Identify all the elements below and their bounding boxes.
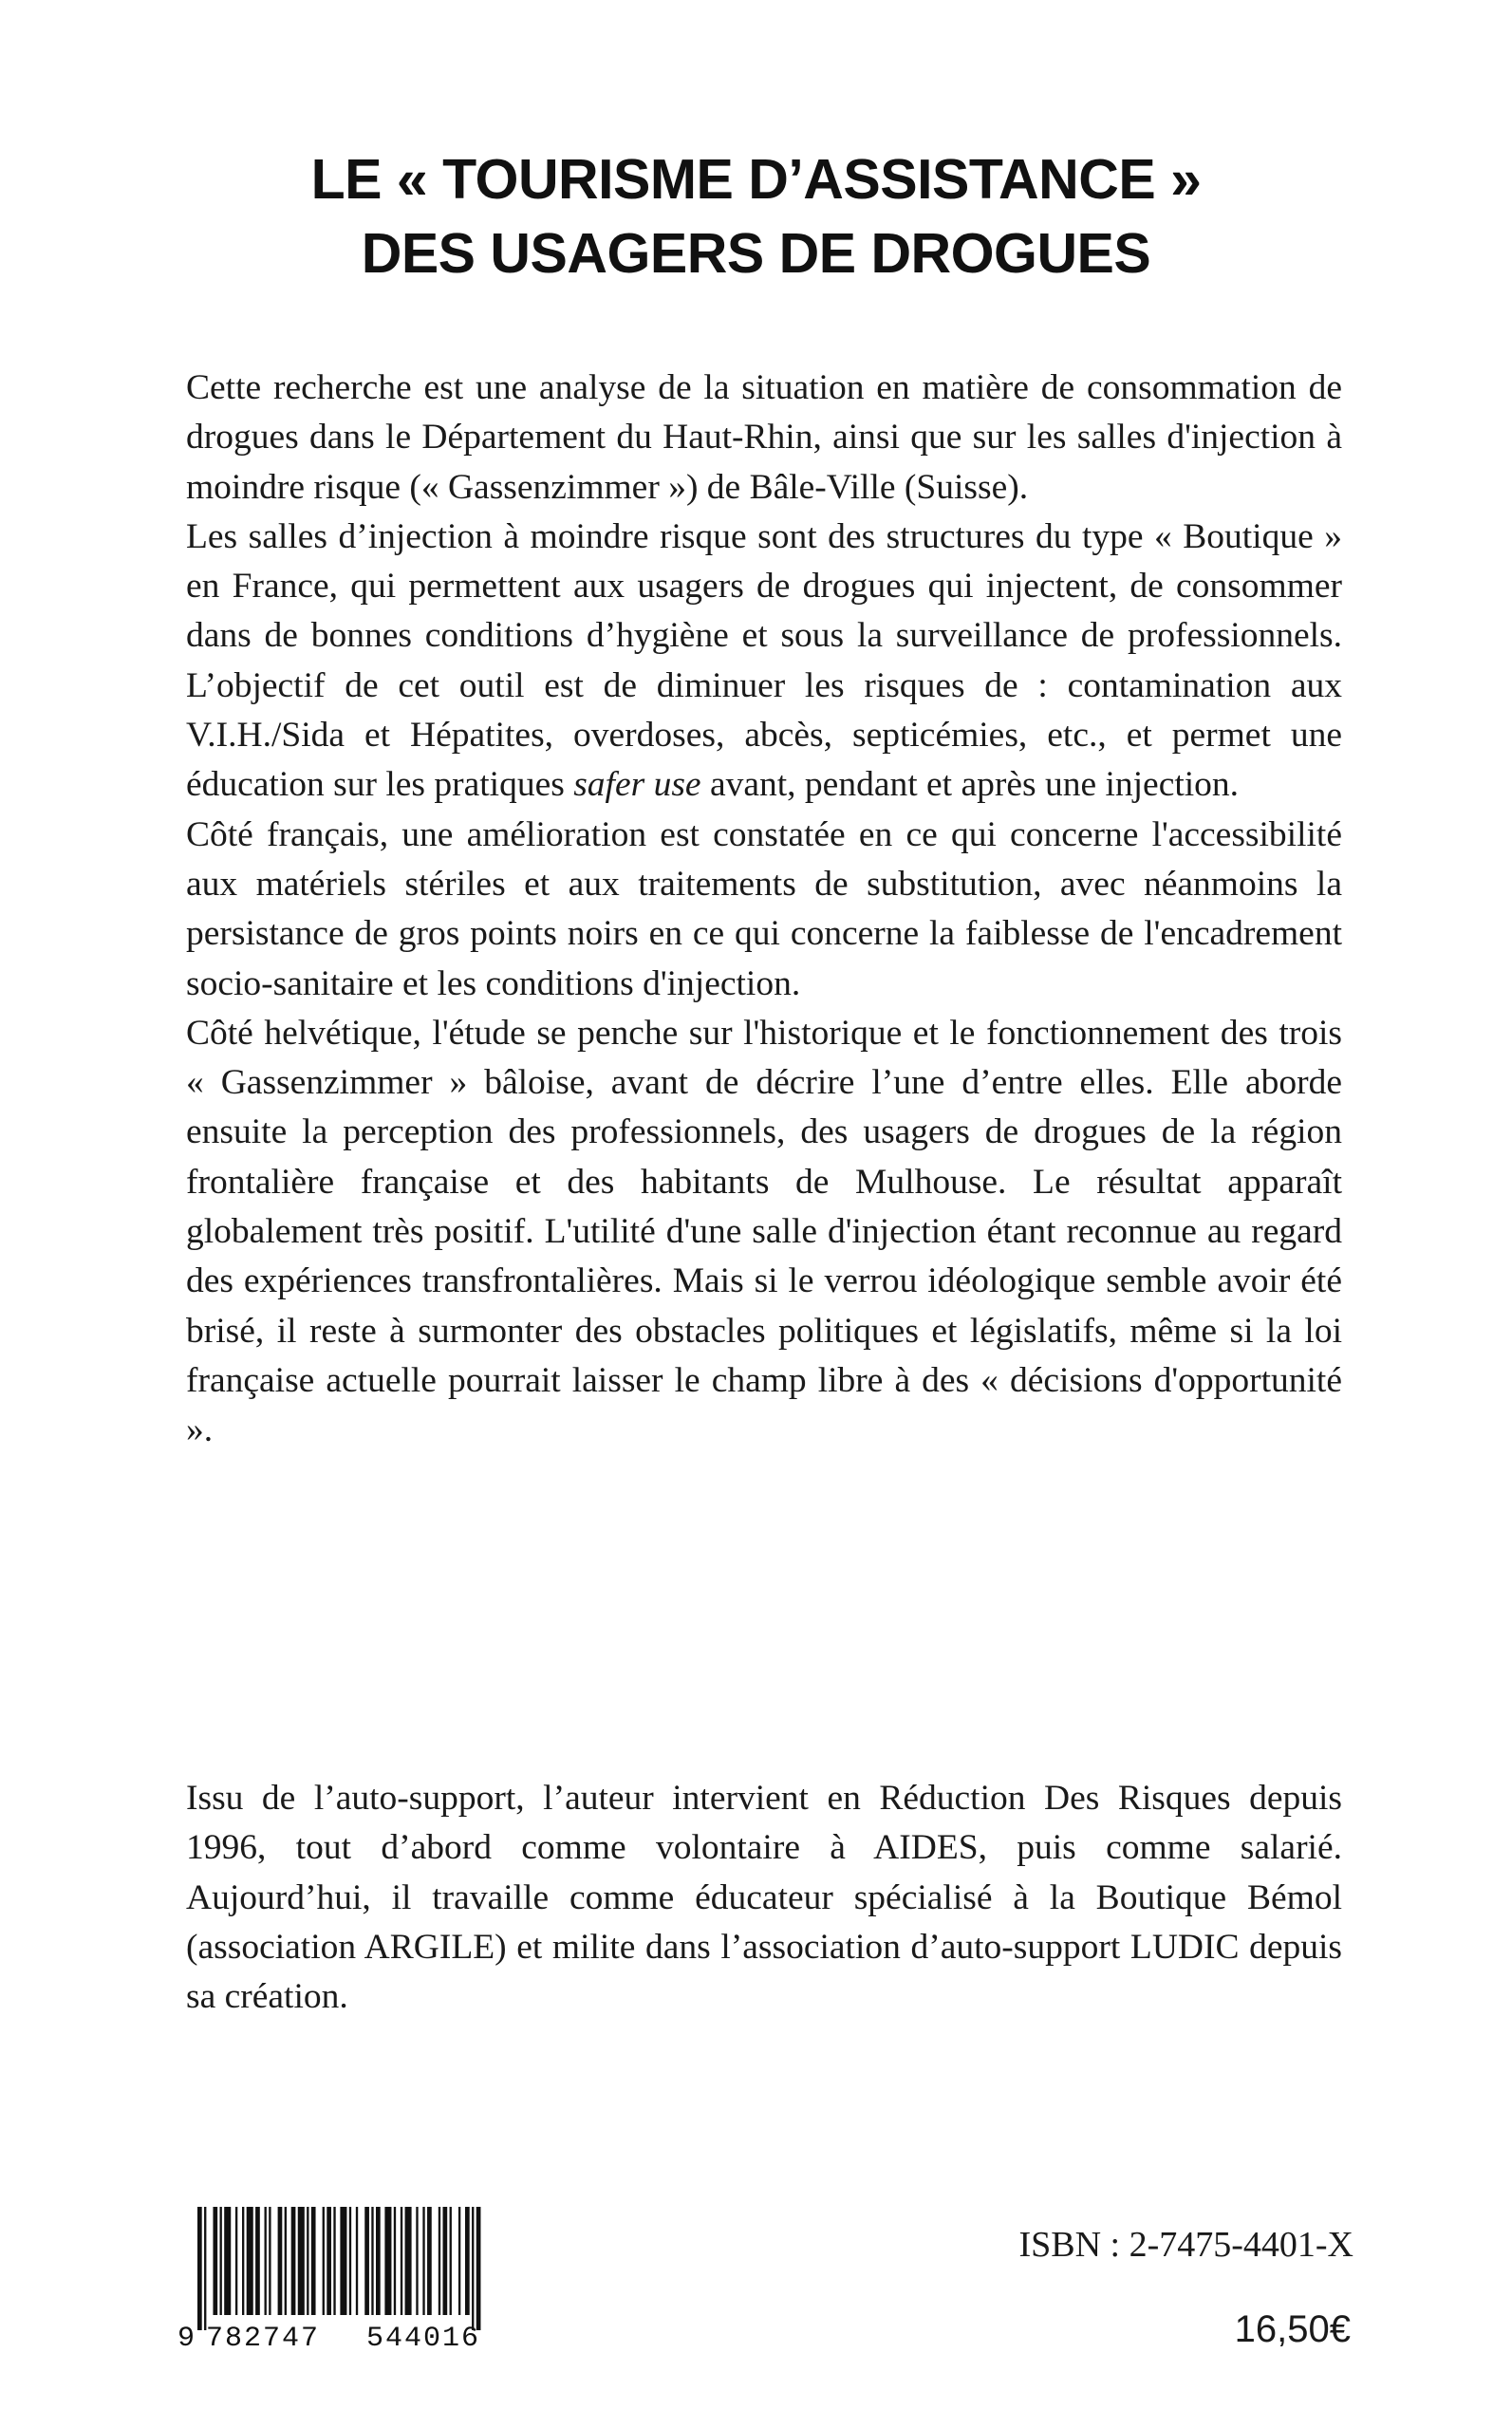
summary-text: [186, 364, 1342, 1456]
barcode-bar: [242, 2207, 244, 2315]
barcode-bar: [333, 2207, 335, 2315]
summary-paragraph-2-start: Les salles d’injection à moindre risque sont des structures du type « Boutique » en France, qui permettent aux usagers de drogues qui injectent, de consommer dans de bonnes conditions d’hygiène et sous la surveillance de professionnels. L’objectif de cet outil est de diminuer les risques de : contamination aux V.I.H./Sida et Hépatites, overdoses, abcès, septicémies, etc., et permet une éducation sur les pratiques: [186, 516, 1342, 805]
barcode-bar: [298, 2207, 305, 2315]
barcode-bar: [376, 2207, 381, 2315]
barcode-bar: [439, 2207, 440, 2315]
barcode-bar: [323, 2207, 325, 2315]
barcode-bar: [405, 2207, 412, 2315]
barcode-bar: [465, 2207, 470, 2315]
barcode-bar: [416, 2207, 418, 2315]
barcode-bar: [458, 2207, 460, 2315]
barcode-bar: [285, 2207, 287, 2315]
summary-paragraph-2: [186, 513, 1342, 811]
summary-paragraph-4: Côté helvétique, l'étude se penche sur l'historique et le fonctionnement des trois « Gassenzimmer » bâloise, avant de décrire l’une d’entre elles. Elle aborde ensuite la perception des professionnels, des usagers de drogues de la région frontalière française et des habitants de Mulhouse. Le résultat apparaît globalement très positif. L'utilité d'une salle d'injection étant reconnue au regard des expériences transfrontalières. Mais si le verrou idéologique semble avoir été brisé, il reste à surmonter des obstacles politiques et législatifs, même si la loi française actuelle pourrait laisser le champ libre à des « décisions d'opportunité ».: [186, 1013, 1342, 1450]
barcode-bar: [307, 2207, 308, 2315]
barcode-bar: [384, 2207, 391, 2315]
barcode-bar: [394, 2207, 396, 2315]
barcode-left-digits: 782747: [206, 2323, 321, 2349]
barcode-bar: [220, 2207, 222, 2315]
barcode-right-digits: 544016: [366, 2323, 481, 2349]
barcode: [177, 2207, 551, 2349]
barcode-bar: [278, 2207, 283, 2315]
barcode-bar: [476, 2207, 481, 2330]
isbn: ISBN : 2-7475-4401-X: [1018, 2225, 1353, 2265]
barcode-bar: [364, 2207, 369, 2315]
summary-paragraph-3: Côté français, une amélioration est constatée en ce qui concerne l'accessibilité aux matériels stériles et aux traitements de substitution, avec néanmoins la persistance de gros points noirs en ce qui concerne la faiblesse de l'encadrement socio-sanitaire et les conditions d'injection.: [186, 814, 1342, 1003]
barcode-bar: [213, 2207, 217, 2315]
barcode-bar: [224, 2207, 231, 2315]
barcode-bar: [443, 2207, 448, 2315]
summary-paragraph-2-end: avant, pendant et après une injection.: [700, 765, 1240, 805]
barcode-bar: [349, 2207, 351, 2315]
book-title-line-2: DES USAGERS DE DROGUES: [361, 222, 1151, 285]
barcode-bar: [311, 2207, 316, 2315]
barcode-first-digit: 9: [177, 2323, 196, 2349]
barcode-bar: [340, 2207, 346, 2315]
author-bio-paragraph: Issu de l’auto-support, l’auteur intervient en Réduction Des Risques depuis 1996, tout d’abord comme volontaire à AIDES, puis comme salarié. Aujourd’hui, il travaille comme éducateur spécialisé à la Boutique Bémol (association ARGILE) et milite dans l’association d’auto-support LUDIC depuis sa création.: [186, 1779, 1342, 2017]
barcode-bar: [450, 2207, 452, 2315]
barcode-bar: [197, 2207, 202, 2330]
barcode-bar: [235, 2207, 237, 2315]
barcode-bar: [427, 2207, 432, 2315]
barcode-bar: [265, 2207, 267, 2315]
book-title: [0, 142, 1512, 290]
barcode-bar: [247, 2207, 253, 2315]
barcode-bar: [291, 2207, 296, 2315]
barcode-bar: [327, 2207, 331, 2315]
barcode-bar: [269, 2207, 271, 2315]
summary-paragraph-1: Cette recherche est une analyse de la situation en matière de consommation de drogues dans le Département du Haut-Rhin, ainsi que sur les salles d'injection à moindre risque (« Gassenzimmer ») de Bâle-Ville (Suisse).: [186, 368, 1342, 507]
barcode-bar: [371, 2207, 373, 2315]
book-title-line-1: LE « TOURISME D’ASSISTANCE »: [310, 148, 1202, 211]
barcode-bar: [472, 2207, 474, 2330]
price: 16,50€: [1234, 2308, 1351, 2350]
author-bio: [186, 1774, 1342, 2022]
safer-use-term: safer use: [573, 765, 701, 805]
barcode-bar: [356, 2207, 358, 2315]
barcode-bar: [401, 2207, 402, 2315]
barcode-bar: [255, 2207, 260, 2315]
barcode-bars: [197, 2207, 480, 2330]
barcode-bar: [422, 2207, 424, 2315]
barcode-bar: [204, 2207, 206, 2330]
